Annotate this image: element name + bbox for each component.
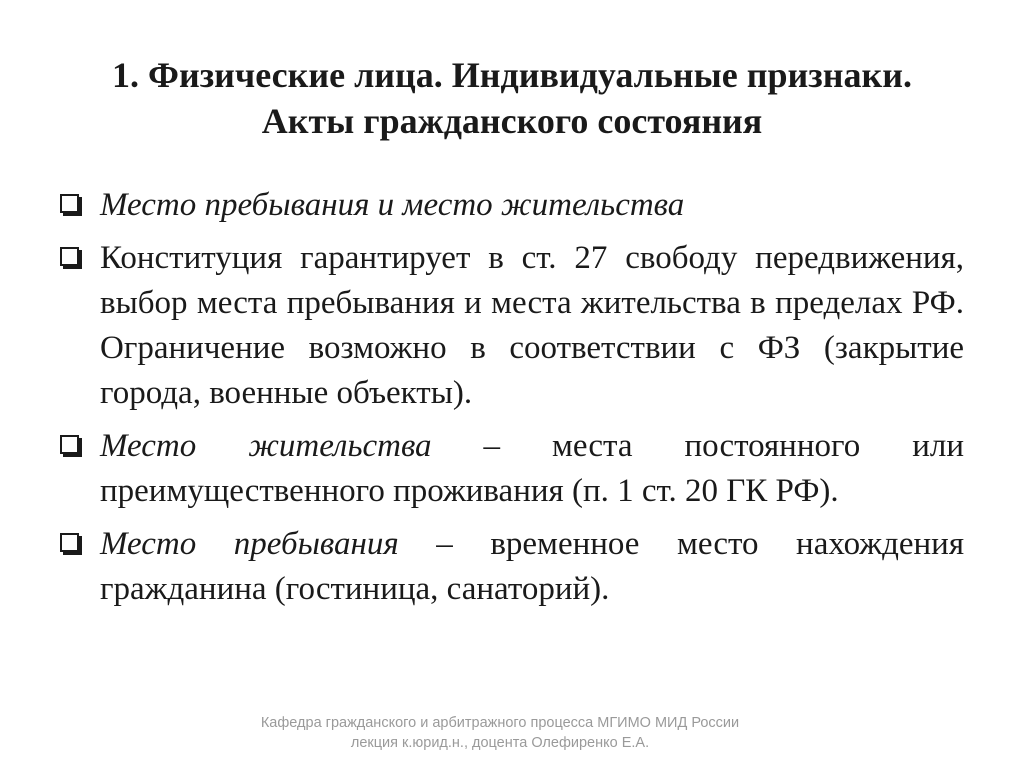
bullet-italic-text: Место жительства [100,428,432,464]
slide-title [40,52,984,144]
checkbox-square-icon [58,435,84,461]
slide-footer [100,713,900,753]
footer-line-1: Кафедра гражданского и арбитражного процесса МГИМО МИД России [260,715,740,731]
bullet-item [58,236,964,416]
bullet-text: – места постоянного или преимущественного проживания (п. 1 ст. 20 ГК РФ). [100,428,964,509]
checkbox-square-icon [58,533,84,559]
bullet-italic-text: Место пребывания и место жительства [100,187,685,223]
bullet-text: Конституция гарантирует в ст. 27 свободу передвижения, выбор места пребывания и места жительства в пределах РФ. Ограничение возможно в соответствии с ФЗ (закрытие города, военные объекты). [100,240,964,411]
checkbox-square-icon [58,194,84,220]
bullet-item [58,522,964,612]
bullet-item [58,424,964,514]
bullet-list [58,183,964,620]
title-line-2: Акты гражданского состояния [261,101,763,141]
checkbox-square-icon [58,247,84,273]
bullet-text: – временное место нахождения гражданина (гостиница, санаторий). [100,526,964,607]
footer-line-2: лекция к.юрид.н., доцента Олефиренко Е.А. [350,735,650,751]
title-line-1: 1. Физические лица. Индивидуальные признаки. [112,55,912,95]
bullet-italic-text: Место пребывания [100,526,399,562]
bullet-item [58,183,964,228]
